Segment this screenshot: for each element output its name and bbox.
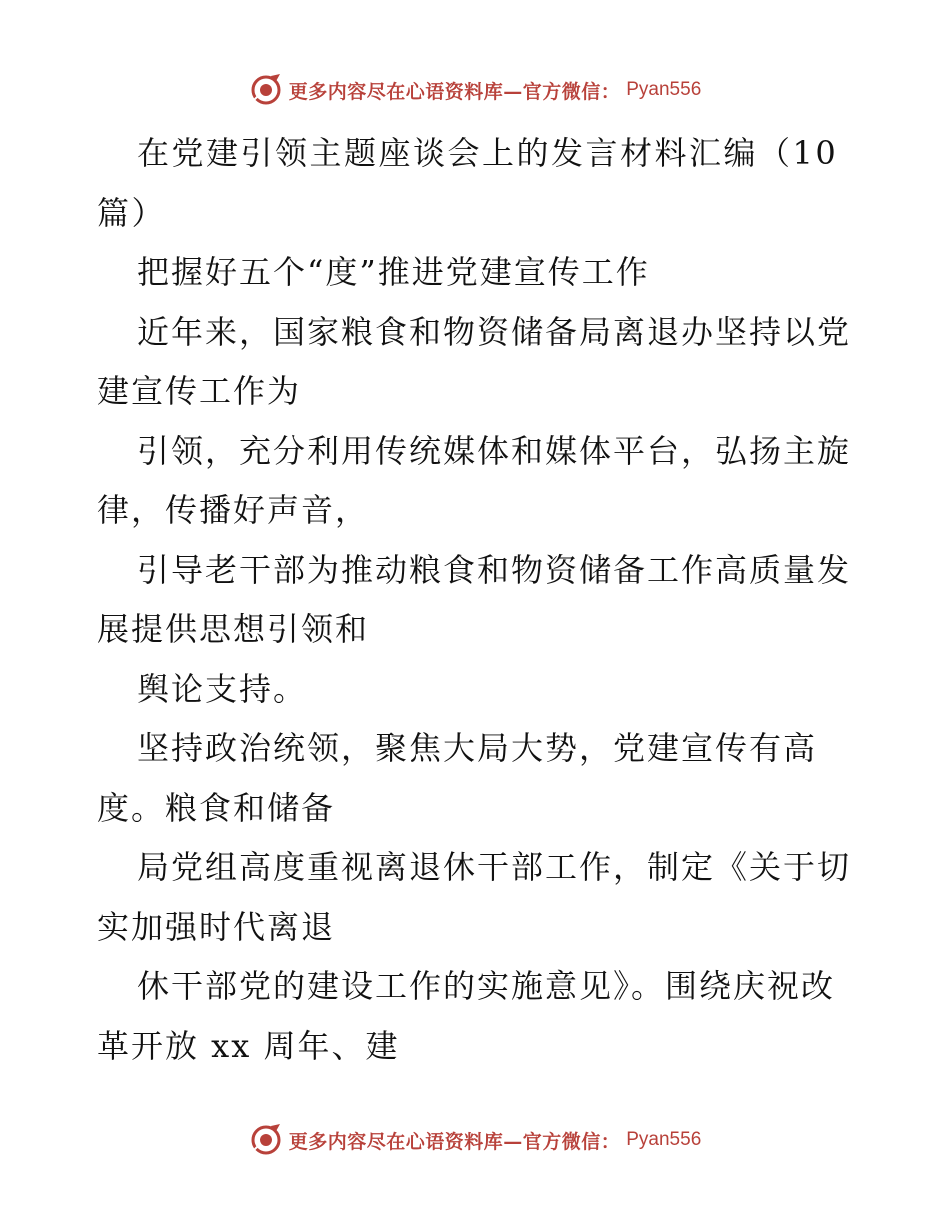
- footer-banner-text: 更多内容尽在心语资料库—官方微信：: [288, 1130, 621, 1153]
- paragraph: 近年来，国家粮食和物资储备局离退办坚持以党建宣传工作为: [97, 312, 852, 410]
- brush-logo-icon: [249, 73, 283, 107]
- brush-logo-icon: [249, 1123, 283, 1157]
- section-heading: 把握好五个“度”推进党建宣传工作: [137, 253, 650, 291]
- header-banner-wechat-id: Pyan556: [626, 79, 702, 100]
- paragraph: 坚持政治统领，聚焦大局大势，党建宣传有高度。粮食和储备: [97, 729, 818, 827]
- document-title: 在党建引领主题座谈会上的发言材料汇编（10篇）: [97, 134, 839, 232]
- paragraph: 引领，充分利用传统媒体和媒体平台，弘扬主旋律，传播好声音，: [97, 431, 852, 529]
- header-watermark-banner: [0, 70, 950, 110]
- header-banner-text: 更多内容尽在心语资料库—官方微信：: [288, 80, 621, 103]
- paragraph: 局党组高度重视离退休干部工作，制定《关于切实加强时代离退: [97, 848, 852, 946]
- footer-watermark-banner: [0, 1120, 950, 1160]
- paragraph: 舆论支持。: [137, 669, 308, 708]
- footer-banner-wechat-id: Pyan556: [626, 1129, 702, 1150]
- document-body: [97, 124, 857, 1076]
- paragraph: 休干部党的建设工作的实施意见》。围绕庆祝改革开放 xx 周年、建: [97, 967, 836, 1065]
- paragraph: 引导老干部为推动粮食和物资储备工作高质量发展提供思想引领和: [97, 550, 852, 648]
